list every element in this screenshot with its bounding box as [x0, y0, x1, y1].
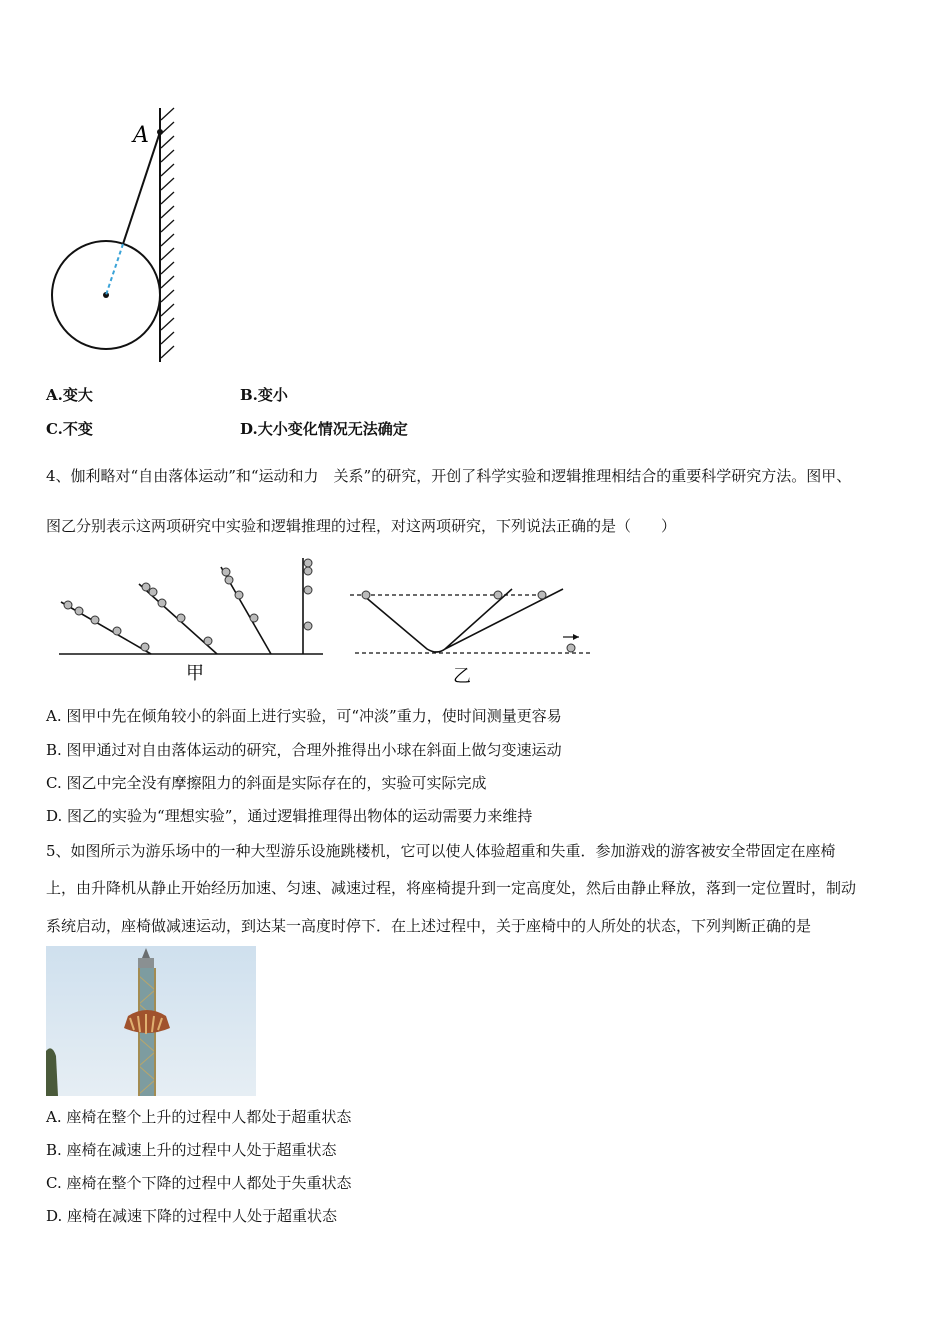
q4-stem-line2: 图乙分别表示这两项研究中实验和逻辑推理的过程，对这两项研究，下列说法正确的是（ ） [46, 517, 677, 535]
rope-extension-dashed [106, 244, 123, 295]
figure-jia-label: 甲 [186, 663, 204, 684]
figure-jia-inclines [55, 555, 330, 690]
rope-line [123, 132, 160, 244]
q5-option-c: C. 座椅在整个下降的过程中人都处于失重状态 [46, 1174, 352, 1192]
incline-paths [363, 589, 563, 652]
incline-2-balls [142, 583, 212, 645]
incline-3-balls [222, 568, 258, 622]
q3-option-a: A.变大 [46, 386, 93, 404]
drop-tower-photo [46, 946, 256, 1096]
q4-stem-line1: 4、伽利略对“自由落体运动”和“运动和力 关系”的研究，开创了科学实验和逻辑推理相结合的重要科学研究方法。图甲、 [46, 467, 852, 485]
q3-option-c: C.不变 [46, 420, 93, 438]
q5-option-d: D. 座椅在减速下降的过程中人处于超重状态 [46, 1207, 338, 1225]
q4-option-d: D. 图乙的实验为“理想实验”，通过逻辑推理得出物体的运动需要力来维持 [46, 807, 533, 825]
incline-1 [61, 602, 151, 654]
point-a-dot [157, 129, 163, 135]
q5-stem-line3: 系统启动，座椅做减速运动，到达某一高度时停下．在上述过程中，关于座椅中的人所处的状态，下列判断正确的是 [46, 917, 812, 935]
incline-1-balls [64, 601, 149, 651]
q4-option-c: C. 图乙中完全没有摩擦阻力的斜面是实际存在的，实验可实际完成 [46, 774, 487, 792]
q3-option-d: D.大小变化情况无法确定 [240, 420, 408, 438]
pendulum-ball-figure [40, 100, 200, 370]
q3-option-b: B.变小 [240, 386, 288, 404]
q5-stem-line2: 上，由升降机从静止开始经历加速、匀速、减速过程，将座椅提升到一定高度处，然后由静止释放，落到一定位置时，制动 [46, 879, 857, 897]
point-a-label: A [133, 123, 149, 148]
wall-hatching [161, 108, 174, 358]
q5-option-a: A. 座椅在整个上升的过程中人都处于超重状态 [46, 1108, 352, 1126]
vertical-balls [304, 559, 312, 630]
figure-yi-label: 乙 [453, 666, 471, 687]
q4-option-b: B. 图甲通过对自由落体运动的研究，合理外推得出小球在斜面上做匀变速运动 [46, 741, 562, 759]
q5-option-b: B. 座椅在减速上升的过程中人处于超重状态 [46, 1141, 337, 1159]
q5-stem-line1: 5、如图所示为游乐场中的一种大型游乐设施跳楼机，它可以使人体验超重和失重．参加游戏的游客被安全带固定在座椅 [46, 842, 836, 860]
figure-yi-ideal-experiment [345, 575, 600, 690]
q4-option-a: A. 图甲中先在倾角较小的斜面上进行实验，可“冲淡”重力，使时间测量更容易 [46, 707, 562, 725]
motion-arrow-head [573, 634, 579, 640]
